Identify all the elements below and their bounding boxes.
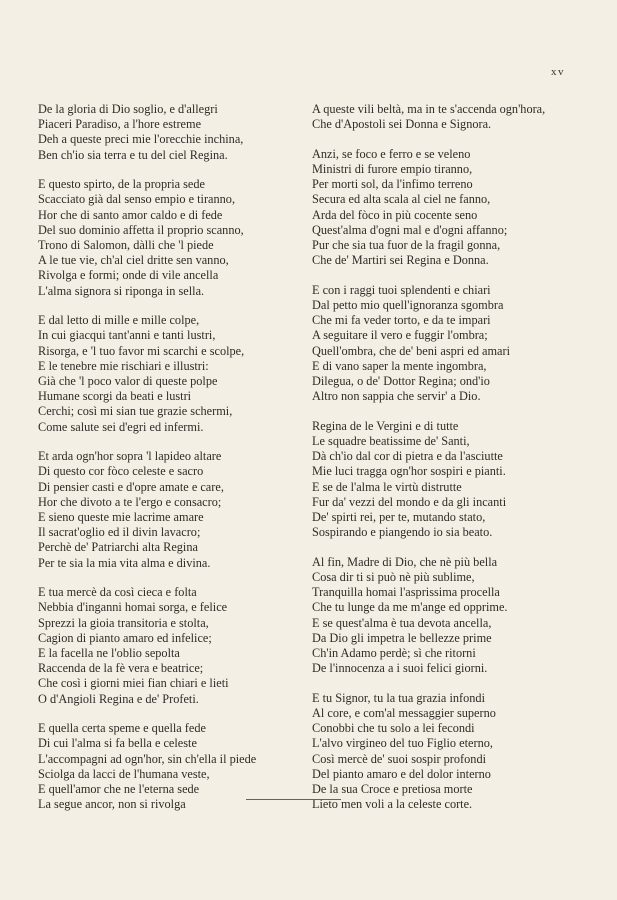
verse-line: Sospirando e piangendo io sia beato. [312,525,493,540]
verse-line: E dal letto di mille e mille colpe, [38,313,200,328]
verse-line: E la facella ne l'oblio sepolta [38,646,180,661]
verse-line: Cosa dir ti si può nè più sublime, [312,570,475,585]
verse-line: Di cui l'alma si fa bella e celeste [38,736,197,751]
verse-line: Piaceri Paradiso, a l'hore estreme [38,117,202,132]
verse-line: Così mercè de' suoi sospir profondi [312,751,487,766]
verse-line: Di questo cor fòco celeste e sacro [38,464,204,479]
verse-line: Che tu lunge da me m'ange ed opprime. [312,600,508,615]
verse-line: Hor che di santo amor caldo e di fede [38,207,223,222]
verse-line: Tranquilla homai l'asprissima procella [312,585,500,600]
verse-line: L'alma signora si riponga in sella. [38,283,205,298]
verse-line: Conobbi che tu solo a lei fecondi [312,721,475,736]
verse-line: E tu Signor, tu la tua grazia infondi [312,690,485,705]
verse-line: De' spirti rei, per te, mutando stato, [312,510,486,525]
stanza [312,147,580,269]
stanza [312,102,580,132]
verse-line: Humane scorgi da beati e lustri [38,389,192,404]
verse-line: Al fin, Madre di Dio, che nè più bella [312,554,498,569]
verse-line: Ministri di furore empio tiranno, [312,162,473,176]
verse-line: Già che 'l poco valor di queste polpe [38,374,218,389]
verse-line: Nebbia d'inganni homai sorga, e felice [38,600,228,615]
verse-line: Per te sia la mia vita alma e divina. [38,555,211,570]
verse-line: Del suo dominio affetta il proprio scanno, [38,222,244,237]
verse-line: L'alvo virgineo del tuo Figlio eterno, [312,736,493,751]
verse-line: E questo spirto, de la propria sede [38,177,205,192]
verse-line: E tua mercè da così cieca e folta [38,585,197,600]
left-column [38,102,300,827]
right-column [312,102,580,827]
verse-line: O d'Angioli Regina e de' Profeti. [38,691,199,706]
verse-line: E se quest'alma è tua devota ancella, [312,615,492,630]
verse-line: E quell'amor che ne l'eterna sede [38,782,200,797]
verse-line: Anzi, se foco e ferro e se veleno [312,146,471,161]
verse-line: Quell'ombra, che de' beni aspri ed amari [312,343,511,358]
verse-line: Da Dio gli impetra le bellezze prime [312,630,492,645]
verse-line: Risorga, e 'l tuo favor mi scarchi e scolpe, [38,343,245,358]
verse-line: E di vano saper la mente ingombra, [312,358,487,373]
verse-line: Del pianto amaro e del dolor interno [312,766,491,781]
verse-line: Quest'alma d'ogni mal e d'ogni affanno; [312,222,508,237]
verse-line: In cui giacqui tant'anni e tanti lustri, [38,328,216,343]
stanza [312,555,580,677]
verse-line: Et arda ogn'hor sopra 'l lapideo altare [38,449,222,464]
verse-line: E quella certa speme e quella fede [38,721,206,736]
verse-line: L'accompagni ad ogn'hor, sin ch'ella il piede [38,751,257,766]
verse-line: Trono di Salomon, dàlli che 'l piede [38,238,214,253]
verse-line: De l'innocenza a i suoi felici giorni. [312,661,488,676]
verse-line: Il sacrat'oglio ed il divin lavacro; [38,525,201,540]
verse-line: A queste vili beltà, ma in te s'accenda ogn'hora, [312,102,546,116]
verse-line: Arda del fòco in più cocente seno [312,207,478,222]
stanza [312,691,580,813]
verse-line: Cagion di pianto amaro ed infelice; [38,630,212,645]
verse-line: Le squadre beatissime de' Santi, [312,434,470,449]
stanza [38,102,300,163]
verse-line: Sprezzi la gioia transitoria e stolta, [38,615,209,630]
stanza [38,177,300,299]
stanza [312,283,580,405]
verse-line: Altro non sappia che servir' a Dio. [312,389,481,404]
verse-line: Scacciato già dal senso empio e tiranno, [38,192,236,207]
stanza [38,313,300,435]
verse-line: Regina de le Vergini e di tutte [312,418,459,433]
verse-line: Mie luci tragga ogn'hor sospiri e pianti. [312,464,506,479]
verse-line: Ch'in Adamo perdè; sì che ritorni [312,646,476,661]
verse-line: Rivolga e formi; onde di vile ancella [38,268,219,283]
verse-line: Perchè de' Patriarchi alta Regina [38,540,198,555]
verse-line: E le tenebre mie rischiari e illustri: [38,358,209,373]
verse-line: De la sua Croce e pretiosa morte [312,782,473,797]
stanza [38,449,300,571]
stanza [38,585,300,707]
verse-line: Deh a queste preci mie l'orecchie inchina, [38,132,244,147]
verse-line: A le tue vie, ch'al ciel dritte sen vanno, [38,253,229,268]
verse-line: Al core, e com'al messaggier superno [312,706,496,721]
verse-line: Raccenda de la fè vera e beatrice; [38,661,204,676]
end-rule [246,799,341,800]
verse-line: E sieno queste mie lacrime amare [38,510,204,525]
verse-line: Pur che sia tua fuor de la fragil gonna, [312,238,501,253]
verse-line: E con i raggi tuoi splendenti e chiari [312,282,491,297]
verse-line: De la gloria di Dio soglio, e d'allegri [38,102,218,116]
verse-line: Hor che divoto a te l'ergo e consacro; [38,494,222,509]
verse-line: A seguitare il vero e fuggir l'ombra; [312,328,488,343]
verse-line: Come salute sei d'egri ed infermi. [38,419,204,434]
verse-line: Che mi fa veder torto, e da te impari [312,313,491,328]
verse-line: La segue ancor, non si rivolga [38,797,186,812]
verse-line: Secura ed alta scala al ciel ne fanno, [312,192,491,207]
verse-line: Ben ch'io sia terra e tu del ciel Regina. [38,147,228,162]
verse-line: Che così i giorni miei fian chiari e lieti [38,676,229,691]
stanza [312,419,580,541]
verse-line: Sciolga da lacci de l'humana veste, [38,766,210,781]
verse-line: Dà ch'io dal cor di pietra e da l'asciutte [312,449,503,464]
verse-line: Per morti sol, da l'infimo terreno [312,177,473,192]
verse-line: Dal petto mio quell'ignoranza sgombra [312,298,504,313]
verse-line: Che de' Martiri sei Regina e Donna. [312,253,489,268]
verse-line: Cerchi; così mi sian tue grazie schermi, [38,404,233,419]
page-number: xv [551,66,565,78]
verse-line: E se de l'alma le virtù distrutte [312,479,462,494]
verse-line: Che d'Apostoli sei Donna e Signora. [312,117,492,132]
verse-line: Fur da' vezzi del mondo e da gli incanti [312,494,507,509]
verse-line: Di pensier casti e d'opre amate e care, [38,479,224,494]
verse-line: Lieto men voli a la celeste corte. [312,797,473,812]
verse-line: Dilegua, o de' Dottor Regina; ond'io [312,374,490,389]
